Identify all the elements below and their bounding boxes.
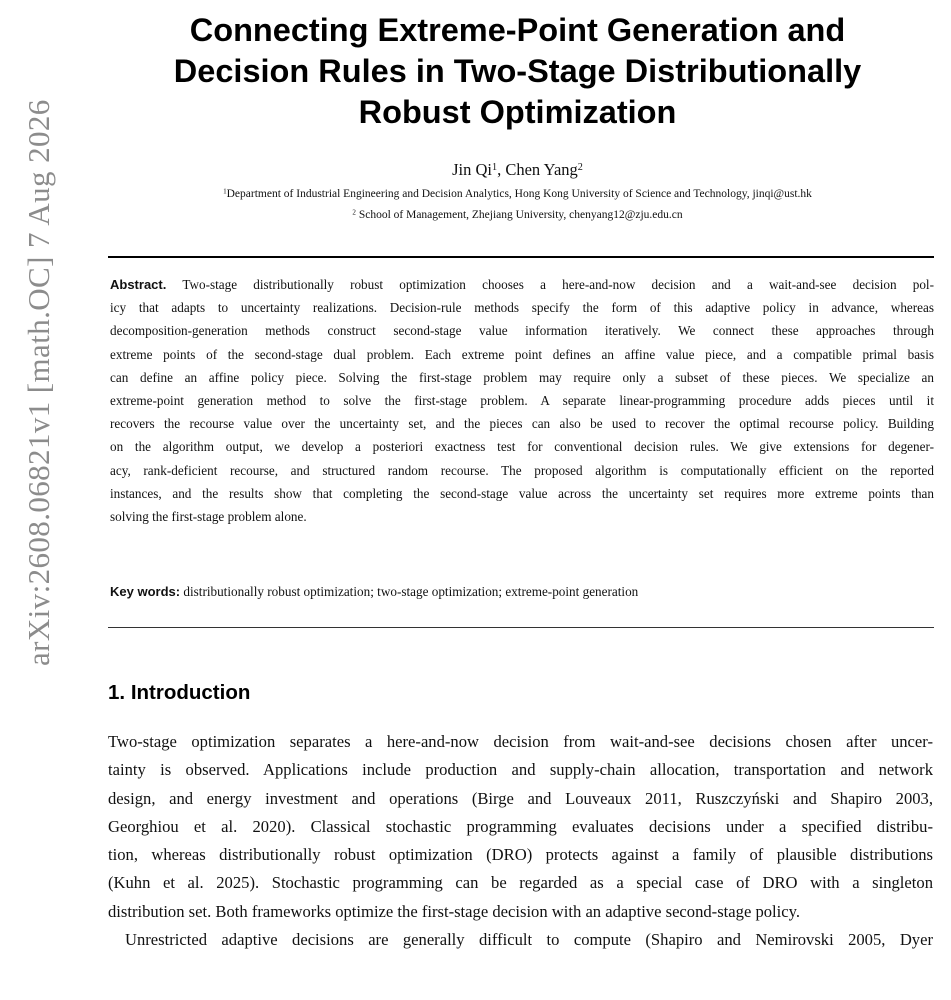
body-line: (Kuhn et al. 2025). Stochastic programming can be regarded as a special case of DRO with a singleton <box>108 873 933 893</box>
affiliation <box>100 188 935 200</box>
title-line: Decision Rules in Two-Stage Distributionally <box>173 53 862 89</box>
top-divider <box>108 256 934 258</box>
body-line: Two-stage optimization separates a here-and-now decision from wait-and-see decisions chosen after uncer- <box>108 732 933 751</box>
author-list <box>100 160 935 180</box>
author-affil-marker: 1 <box>491 161 498 173</box>
abstract-line: can define an affine policy piece. Solving the first-stage problem may require only a subset of these pieces. We specialize an <box>110 369 934 385</box>
title-line: Robust Optimization <box>358 94 677 130</box>
body-line: tainty is observed. Applications include production and supply-chain allocation, transportation and network <box>108 760 933 780</box>
affiliation-marker: 2 <box>352 208 356 217</box>
abstract-line <box>110 273 934 296</box>
body-line: Unrestricted adaptive decisions are generally difficult to compute (Shapiro and Nemirovski 2005, Dyer <box>125 930 933 950</box>
abstract-line: extreme-point generation method to solve the first-stage problem. A separate linear-programming procedure adds pieces until it <box>110 393 934 409</box>
bottom-divider <box>108 627 934 628</box>
abstract-line: recovers the recourse value over the uncertainty set, and the pieces can also be used to recover the optimal recourse policy. Building <box>110 416 934 432</box>
abstract-line: acy, rank-deficient recourse, and structured random recourse. The proposed algorithm is computationally efficient on the reported <box>110 462 934 478</box>
author-name: Chen Yang <box>505 160 578 179</box>
title-line: Connecting Extreme-Point Generation and <box>189 12 846 48</box>
keywords-text: distributionally robust optimization; two-stage optimization; extreme-point generation <box>183 584 639 599</box>
keywords-label: Key words <box>110 584 176 599</box>
body-line: tion, whereas distributionally robust optimization (DRO) protects against a family of plausible distributions <box>108 845 933 865</box>
abstract-line: decomposition-generation methods construct second-stage value information iteratively. We connect these approaches through <box>110 323 934 339</box>
abstract-line: icy that adapts to uncertainty realizations. Decision-rule methods specify the form of this adaptive policy in advance, whereas <box>110 300 934 316</box>
abstract-line: extreme points of the second-stage dual problem. Each extreme point defines an affine value piece, and a compatible primal basis <box>110 346 934 362</box>
affiliation-text: School of Management, Zhejiang University, chenyang12@zju.edu.cn <box>355 209 683 221</box>
section-heading <box>108 681 250 705</box>
body-line: Georghiou et al. 2020). Classical stochastic programming evaluates decisions under a specified distribu- <box>108 816 933 836</box>
affiliation-text: Department of Industrial Engineering and Decision Analytics, Hong Kong University of Science and Technology, jinqi@ust.hk <box>226 188 812 200</box>
affiliation <box>100 209 935 221</box>
affiliation-marker: 1 <box>223 187 227 196</box>
body-line: design, and energy investment and operations (Birge and Louveaux 2011, Ruszczyński and Shapiro 2003, <box>108 788 933 808</box>
author-separator: , <box>497 160 506 179</box>
keywords-colon: : <box>175 584 181 599</box>
abstract-line: on the algorithm output, we develop a posteriori exactness test for conventional decision rules. We give extensions for degener- <box>110 439 934 455</box>
author-affil-marker: 2 <box>577 161 583 173</box>
abstract-line: instances, and the results show that completing the second-stage value across the uncertainty set requires more extreme points than <box>110 485 934 501</box>
paper-title <box>100 10 935 133</box>
introduction-text <box>108 728 933 954</box>
abstract <box>110 273 934 528</box>
body-line: distribution set. Both frameworks optimize the first-stage decision with an adaptive second-stage policy. <box>108 901 801 921</box>
arxiv-sidebar-stamp: arXiv:2608.06821v1 [math.OC] 7 Aug 2026 <box>21 99 56 666</box>
abstract-line: solving the first-stage problem alone. <box>110 509 307 525</box>
section-number: 1. <box>108 681 126 704</box>
section-title: Introduction <box>130 681 251 704</box>
abstract-text: Two-stage distributionally robust optimization chooses a here-and-now decision and a wait-and-see decision pol- <box>166 277 934 292</box>
author-name: Jin Qi <box>452 160 492 179</box>
keywords <box>110 584 934 600</box>
abstract-label: Abstract. <box>110 277 167 292</box>
